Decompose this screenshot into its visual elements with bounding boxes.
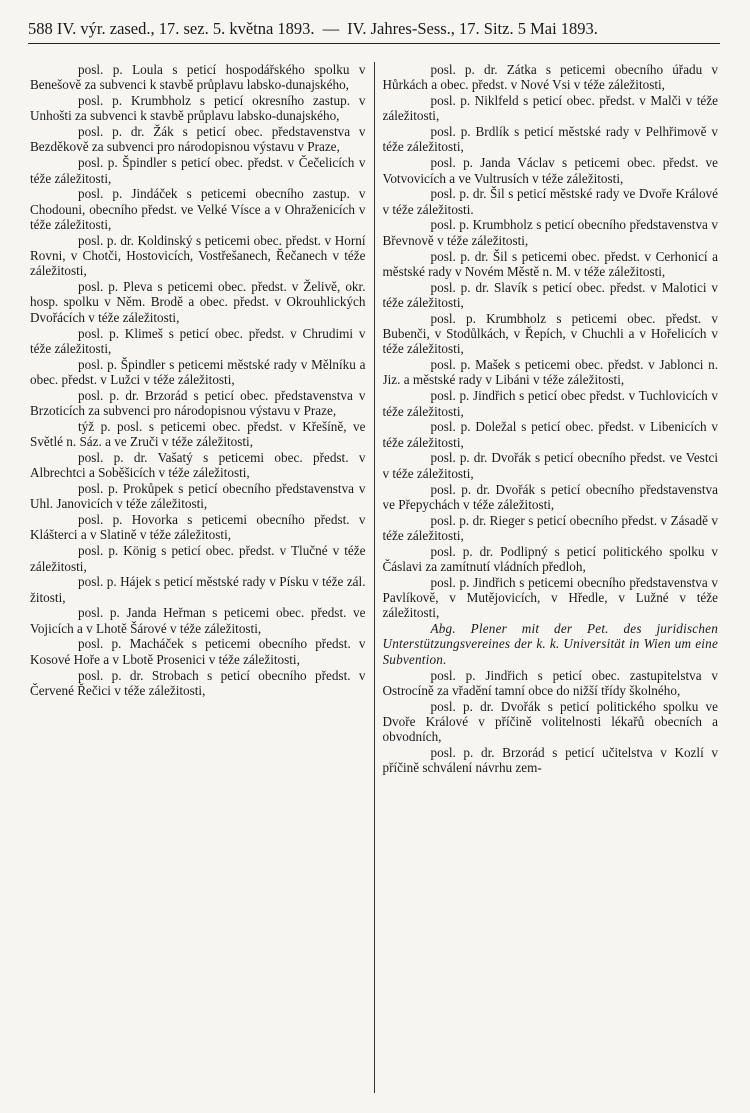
petition-entry: posl. p. Prokůpek s peticí obecního představenstva v Uhl. Janovicích v téže záležitosti, bbox=[30, 481, 366, 512]
petition-entry: posl. p. Niklfeld s peticí obec. předst. v Malči v téže záležitosti, bbox=[382, 93, 718, 124]
petition-entry: posl. p. dr. Šil s peticí městské rady ve Dvoře Králové v téže záležitosti. bbox=[382, 186, 718, 217]
petition-entry: posl. p. dr. Vašatý s peticemi obec. předst. v Albrechtci a Soběšicích v téže záležitosti, bbox=[30, 449, 366, 481]
petition-entry: posl. p. König s peticí obec. předst. v Tlučné v téže záležitosti, bbox=[30, 543, 366, 574]
petition-entry: posl. p. Krumbholz s peticí obecního představenstva v Břevnově v téže záležitosti, bbox=[382, 217, 718, 248]
petition-entry: posl. p. dr. Brzorád s peticí obec. představenstva v Brzoticích za subvenci pro národopisnou výstavu v Praze, bbox=[30, 387, 366, 419]
petition-entry: posl. p. dr. Zátka s peticemi obecního úřadu v Hůrkách a obec. předst. v Nové Vsi v téže záležitosti, bbox=[382, 62, 718, 93]
petition-entry: posl. p. Doležal s peticí obec. předst. v Libenicích v téže záležitosti, bbox=[382, 419, 718, 450]
header-left: 588 IV. výr. zased., 17. sez. 5. května 1893. bbox=[28, 19, 315, 38]
petition-entry: posl. p. dr. Podlipný s peticí politického spolku v Čáslavi za zamítnutí vládních předloh, bbox=[382, 543, 718, 574]
header-right: IV. Jahres-Sess., 17. Sitz. 5 Mai 1893. bbox=[347, 19, 598, 38]
petition-entry: posl. p. dr. Dvořák s peticí politického spolku ve Dvoře Králové v příčině volitelnosti lékařů obecních a obvodních, bbox=[382, 698, 718, 745]
petition-entry: posl. p. Brdlík s peticí městské rady v Pelhřimově v téže záležitosti, bbox=[382, 124, 718, 155]
petition-entry: posl. p. dr. Brzorád s peticí učitelstva v Kozlí v příčině schválení návrhu zem- bbox=[382, 745, 718, 776]
petition-entry: posl. p. Krumbholz s peticemi obec. předst. v Bubenči, v Stodůlkách, v Řepích, v Chuchli a v Hořelicích v téže záležitosti, bbox=[382, 310, 718, 357]
petition-entry: posl. p. Jindáček s peticemi obecního zastup. v Chodouni, obecního předst. ve Velké Vísce a v Ohraženicích v téže záležitosti, bbox=[30, 186, 366, 232]
petition-entry: posl. p. dr. Rieger s peticí obecního předst. v Zásadě v téže záležitosti, bbox=[382, 512, 718, 543]
two-column-body bbox=[30, 62, 718, 1093]
petition-entry: posl. p. dr. Dvořák s peticí obecního představenstva ve Přepychách v téže záležitosti, bbox=[382, 481, 718, 512]
petition-entry: Abg. Plener mit der Pet. des juridischen Unterstützungsvereines der k. k. Universität in Wien um eine Subvention. bbox=[382, 621, 718, 667]
petition-entry: posl. p. Hájek s peticí městské rady v Písku v téže zál. žitosti, bbox=[30, 574, 366, 605]
petition-entry: posl. p. Pleva s peticemi obec. předst. v Želivě, okr. hosp. spolku v Něm. Brodě a obec. předst. v Okrouhlických Dvořácích v téže záležitosti, bbox=[30, 279, 366, 325]
petition-entry: posl. p. dr. Žák s peticí obec. představenstva v Bezděkově za subvenci pro národopisnou výstavu v Praze, bbox=[30, 124, 366, 155]
petition-entry: posl. p. Hovorka s peticemi obecního předst. v Klášterci a v Slatině v téže záležitosti, bbox=[30, 512, 366, 543]
petition-entry: posl. p. Macháček s peticemi obecního předst. v Kosové Hoře a v Lbotě Prosenici v téže záležitosti, bbox=[30, 636, 366, 667]
petition-entry: posl. p. Janda Heřman s peticemi obec. předst. ve Vojicích a v Lhotě Šárové v téže záležitosti, bbox=[30, 605, 366, 636]
petition-entry: posl. p. Mašek s peticemi obec. předst. v Jablonci n. Jiz. a městské rady v Libáni v téže záležitosti, bbox=[382, 357, 718, 388]
petition-entry: posl. p. Klimeš s peticí obec. předst. v Chrudimi v téže záležitosti, bbox=[30, 325, 366, 356]
petition-entry: posl. p. dr. Dvořák s peticí obecního předst. ve Vestci v téže záležitosti, bbox=[382, 450, 718, 481]
petition-entry: posl. p. dr. Slavík s peticí obec. předst. v Malotici v téže záležitosti, bbox=[382, 279, 718, 310]
petition-entry: posl. p. Špindler s peticí obec. předst. v Čečelicích v téže záležitosti, bbox=[30, 155, 366, 186]
page-header bbox=[28, 12, 720, 44]
petition-entry: posl. p. Špindler s peticemi městské rady v Mělníku a obec. předst. v Lužci v téže záležitosti, bbox=[30, 356, 366, 387]
petition-entry: posl. p. Krumbholz s peticí okresního zastup. v Unhošti za subvenci k stavbě průplavu labsko-dunajského, bbox=[30, 93, 366, 124]
right-column bbox=[383, 62, 719, 1093]
petition-entry: týž p. posl. s peticemi obec. předst. v Křešíně, ve Světlé n. Sáz. a ve Zruči v téže záležitosti, bbox=[30, 418, 366, 450]
left-column bbox=[30, 62, 366, 1093]
petition-entry: posl. p. Janda Václav s peticemi obec. předst. ve Votvovicích a ve Vultrusích v téže záležitosti, bbox=[382, 155, 718, 186]
column-divider bbox=[374, 62, 375, 1093]
header-separator: — bbox=[322, 19, 340, 38]
petition-entry: posl. p. Jindřich s peticí obec. zastupitelstva v Ostrocíně za vřadění tamní obce do nižší třídy školného, bbox=[382, 667, 718, 698]
petition-entry: posl. p. dr. Strobach s peticí obecního předst. v Červené Řečici v téže záležitosti, bbox=[30, 667, 366, 698]
petition-entry: posl. p. dr. Šil s peticemi obec. předst. v Cerhonicí a městské rady v Novém Městě n. M. v téže záležitosti, bbox=[382, 248, 718, 279]
petition-entry: posl. p. Jindřich s peticí obec předst. v Tuchlovicích v téže záležitosti, bbox=[382, 388, 718, 419]
petition-entry: posl. p. Jindřich s peticemi obecního představenstva v Pavlíkově, v Mutějovicích, v Hředle, v Lužné v téže záležitosti, bbox=[382, 574, 718, 621]
petition-entry: posl. p. dr. Koldinský s peticemi obec. předst. v Horní Rovni, v Chotči, Hostovicích, Vostřešanech, Řečanech v téže záležitosti, bbox=[30, 232, 366, 279]
petition-entry: posl. p. Loula s peticí hospodářského spolku v Benešově za subvenci k stavbě průplavu labsko-dunajského, bbox=[30, 62, 366, 93]
